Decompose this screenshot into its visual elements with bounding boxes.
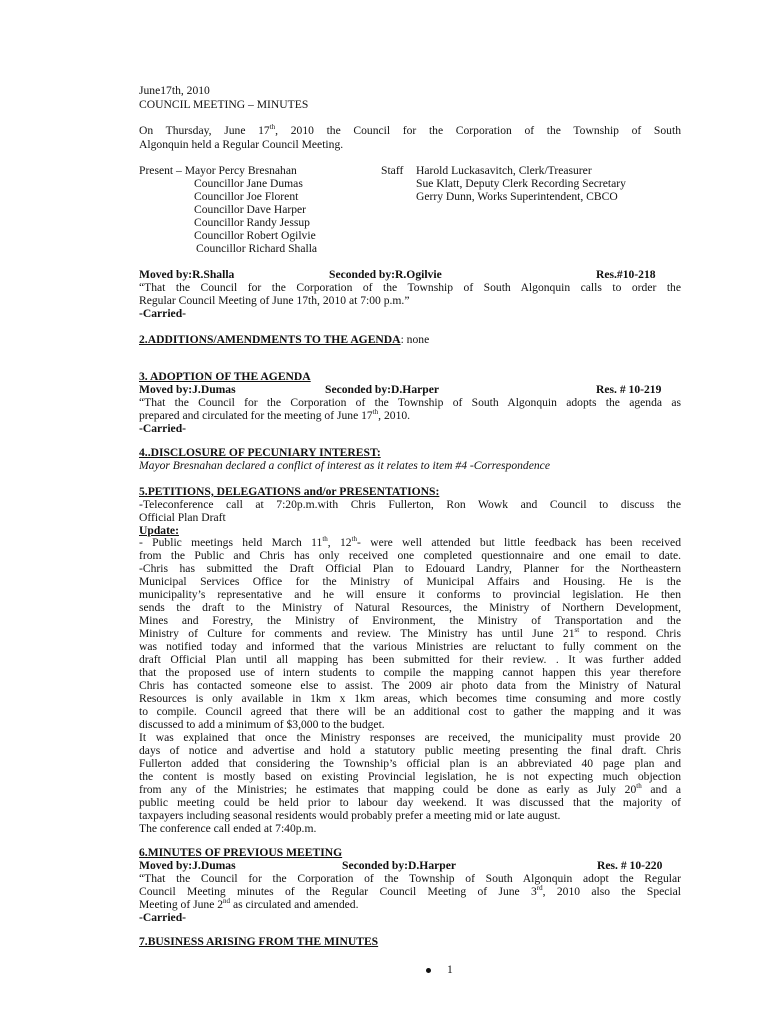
paragraph-line: municipality’s representative and he will ensure it conforms to provincial legislation. He then bbox=[139, 588, 681, 601]
paragraph-line: Official Plan Draft bbox=[139, 511, 226, 524]
staff-item: Gerry Dunn, Works Superintendent, CBCO bbox=[416, 190, 618, 203]
intro-line-2: Algonquin held a Regular Council Meeting. bbox=[139, 138, 344, 151]
paragraph-line: that the proposed use of intern students to compile the mapping cannot happen this year therefore bbox=[139, 666, 681, 679]
page-number: 1 bbox=[447, 963, 453, 976]
update-heading: Update: bbox=[139, 524, 179, 537]
paragraph-line: from the Public and Chris has only received one completed questionnaire and one email to date. bbox=[139, 549, 681, 562]
motion-1-text-2: Regular Council Meeting of June 17th, 2010 at 7:00 p.m.” bbox=[139, 294, 410, 307]
councillor-item: Councillor Richard Shalla bbox=[196, 242, 318, 255]
carried-label: -Carried- bbox=[139, 307, 186, 320]
motion-3-text-1: “That the Council for the Corporation of the Township of South Algonquin adopt the Regular bbox=[139, 872, 681, 885]
paragraph-line: Mines and Forestry, the Ministry of Environment, the Ministry of Transportation and the bbox=[139, 614, 681, 627]
motion-2-text-2: prepared and circulated for the meeting of June 17th, 2010. bbox=[139, 408, 411, 422]
councillor-item: Councillor Jane Dumas bbox=[194, 177, 303, 190]
intro-line-1: On Thursday, June 17th, 2010 the Council for the Corporation of the Township of South bbox=[139, 123, 681, 137]
moved-by: Moved by:J.Dumas bbox=[139, 859, 236, 872]
paragraph-line: -Teleconference call at 7:20p.m.with Chris Fullerton, Ron Wowk and Council to discuss the bbox=[139, 498, 681, 511]
carried-label: -Carried- bbox=[139, 911, 186, 924]
paragraph-line: sends the draft to the Ministry of Natural Resources, the Ministry of Northern Development, bbox=[139, 601, 681, 614]
councillor-item: Councillor Dave Harper bbox=[194, 203, 307, 216]
staff-label: Staff bbox=[381, 164, 404, 177]
moved-by: Moved by:J.Dumas bbox=[139, 383, 236, 396]
section-4-heading: 4..DISCLOSURE OF PECUNIARY INTEREST: bbox=[139, 446, 381, 459]
present-label: Present – Mayor Percy Bresnahan bbox=[139, 164, 297, 177]
meeting-date: June17th, 2010 bbox=[139, 84, 210, 97]
section-2: 2.ADDITIONS/AMENDMENTS TO THE AGENDA: none bbox=[139, 333, 430, 346]
motion-2-text-1: “That the Council for the Corporation of the Township of South Algonquin adopts the agenda as bbox=[139, 396, 681, 409]
moved-by: Moved by:R.Shalla bbox=[139, 268, 235, 281]
seconded-by: Seconded by:D.Harper bbox=[325, 383, 440, 396]
seconded-by: Seconded by:D.Harper bbox=[342, 859, 457, 872]
document-title: COUNCIL MEETING – MINUTES bbox=[139, 98, 309, 111]
paragraph-line: Ministry of Culture for comments and review. The Ministry has until June 21st to respond. Chris bbox=[139, 626, 681, 640]
page-footer bbox=[426, 963, 453, 976]
paragraph-line: taxpayers including seasonal residents would probably prefer a meeting mid or late august. bbox=[139, 809, 561, 822]
motion-3-text-3: Meeting of June 2nd as circulated and amended. bbox=[139, 897, 359, 911]
motion-1-text-1: “That the Council for the Corporation of the Township of South Algonquin calls to order the bbox=[139, 281, 681, 294]
resolution-number: Res. # 10-220 bbox=[597, 859, 663, 872]
paragraph-line: public meeting could be held prior to labour day weekend. It was discussed that the majority of bbox=[139, 796, 681, 809]
bullet-icon bbox=[426, 968, 431, 973]
paragraph-line: the content is mostly based on existing Provincial legislation, he is not expecting much objection bbox=[139, 770, 681, 783]
paragraph-line: discussed to add a minimum of $3,000 to the budget. bbox=[139, 718, 385, 731]
paragraph-line: from any of the Ministries; he estimates that mapping could be done as early as July 20th and a bbox=[139, 782, 681, 796]
section-4-text: Mayor Bresnahan declared a conflict of interest as it relates to item #4 -Correspondence bbox=[139, 459, 550, 472]
resolution-number: Res.#10-218 bbox=[596, 268, 656, 281]
staff-item: Sue Klatt, Deputy Clerk Recording Secretary bbox=[416, 177, 626, 190]
paragraph-line: was notified today and informed that the various Ministries are reluctant to fully comment on the bbox=[139, 640, 681, 653]
resolution-number: Res. # 10-219 bbox=[596, 383, 662, 396]
carried-label: -Carried- bbox=[139, 422, 186, 435]
paragraph-line: The conference call ended at 7:40p.m. bbox=[139, 822, 317, 835]
councillor-item: Councillor Randy Jessup bbox=[194, 216, 310, 229]
paragraph-line: It was explained that once the Ministry responses are received, the municipality must provide 20 bbox=[139, 731, 681, 744]
paragraph-line: -Chris has submitted the Draft Official Plan to Edouard Landry, Planner for the Northeastern bbox=[139, 562, 681, 575]
councillor-item: Councillor Robert Ogilvie bbox=[194, 229, 316, 242]
seconded-by: Seconded by:R.Ogilvie bbox=[329, 268, 442, 281]
paragraph-line: - Public meetings held March 11th, 12th- were well attended but little feedback has been received bbox=[139, 535, 681, 549]
section-6-heading: 6.MINUTES OF PREVIOUS MEETING bbox=[139, 846, 343, 859]
paragraph-line: to compile. Council agreed that there will be an additional cost to gather the mapping and it was bbox=[139, 705, 681, 718]
section-7-heading: 7.BUSINESS ARISING FROM THE MINUTES bbox=[139, 935, 379, 948]
staff-item: Harold Luckasavitch, Clerk/Treasurer bbox=[416, 164, 592, 177]
paragraph-line: Resources is only available in 1km x 1km areas, which becomes time consuming and more costly bbox=[139, 692, 681, 705]
paragraph-line: Fullerton added that considering the Township’s official plan is an abbreviated 40 page plan and bbox=[139, 757, 681, 770]
paragraph-line: Chris has contacted someone else to assist. The 2009 air photo data from the Ministry of Natural bbox=[139, 679, 681, 692]
paragraph-line: Municipal Services Office for the Ministry of Municipal Affairs and Housing. He is the bbox=[139, 575, 681, 588]
motion-3-text-2: Council Meeting minutes of the Regular Council Meeting of June 3rd, 2010 also the Special bbox=[139, 884, 681, 898]
section-3-heading: 3. ADOPTION OF THE AGENDA bbox=[139, 370, 311, 383]
paragraph-line: days of notice and advertise and hold a statutory public meeting presenting the final draft. Chris bbox=[139, 744, 681, 757]
section-5-heading: 5.PETITIONS, DELEGATIONS and/or PRESENTATIONS: bbox=[139, 485, 440, 498]
councillor-item: Councillor Joe Florent bbox=[194, 190, 299, 203]
paragraph-line: draft Official Plan until all mapping has been submitted for their review. . It was further added bbox=[139, 653, 681, 666]
section-2-heading: 2.ADDITIONS/AMENDMENTS TO THE AGENDA bbox=[139, 333, 401, 346]
